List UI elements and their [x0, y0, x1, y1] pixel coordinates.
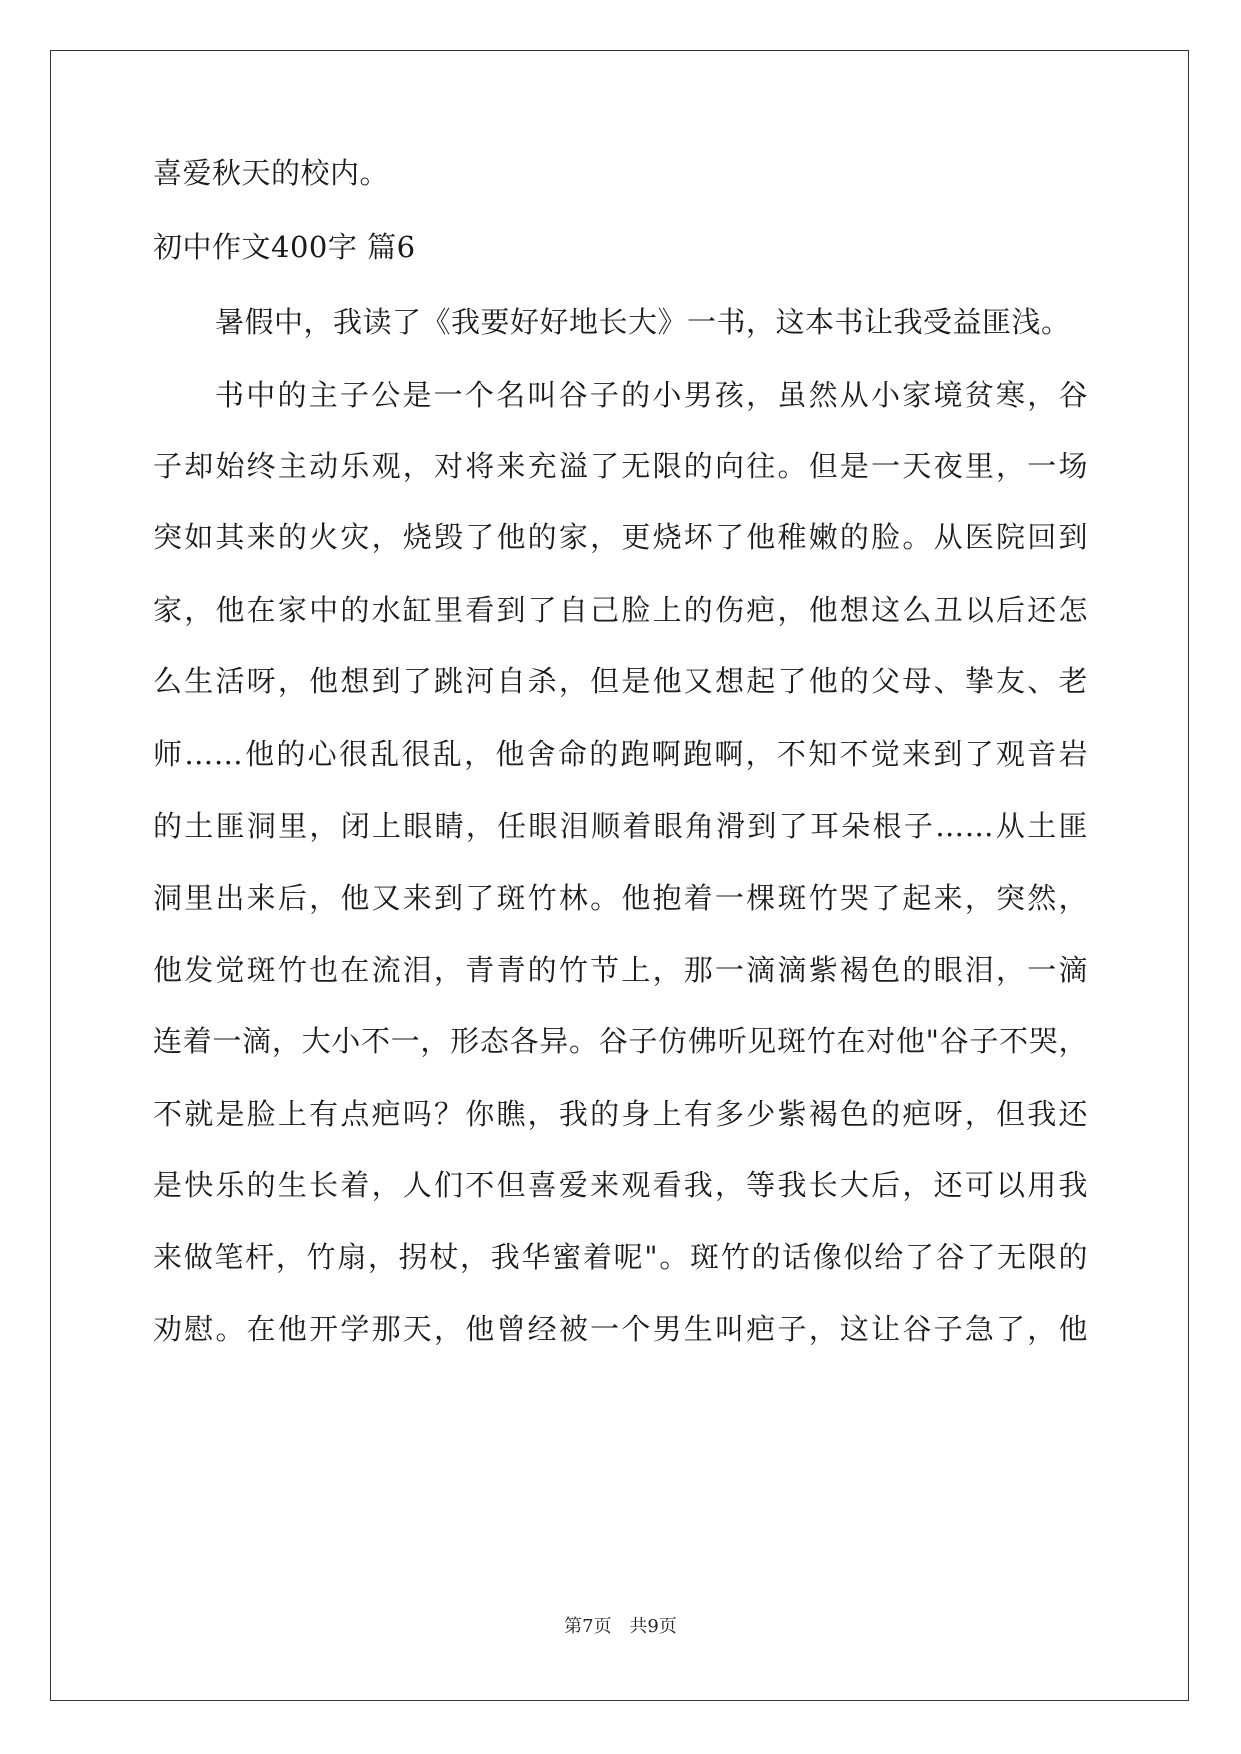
paragraph-2-line-13: 来做笔杆，竹扇，拐杖，我华蜜着呢"。斑竹的话像似给了谷了无限的	[153, 1240, 1088, 1274]
paragraph-2-line-11: 不就是脸上有点疤吗？你瞧，我的身上有多少紫褐色的疤呀，但我还	[153, 1097, 1088, 1131]
paragraph-2-line-8: 洞里出来后，他又来到了斑竹林。他抱着一棵斑竹哭了起来，突然，	[153, 881, 1088, 915]
paragraph-2-line-3: 突如其来的火灾，烧毁了他的家，更烧坏了他稚嫩的脸。从医院回到	[153, 520, 1088, 554]
paragraph-2-line-9: 他发觉斑竹也在流泪，青青的竹节上，那一滴滴紫褐色的眼泪，一滴	[153, 953, 1088, 987]
paragraph-1: 暑假中，我读了《我要好好地长大》一书，这本书让我受益匪浅。	[215, 305, 1071, 339]
paragraph-2-line-6: 师……他的心很乱很乱，他舍命的跑啊跑啊，不知不觉来到了观音岩	[153, 737, 1088, 771]
page-total: 共9页	[629, 1616, 677, 1637]
paragraph-2-line-10: 连着一滴，大小不一，形态各异。谷子仿佛听见斑竹在对他"谷子不哭，	[153, 1024, 1088, 1058]
paragraph-2-line-1: 书中的主子公是一个名叫谷子的小男孩，虽然从小家境贫寒，谷	[215, 378, 1088, 412]
paragraph-2-line-7: 的土匪洞里，闭上眼睛，任眼泪顺着眼角滑到了耳朵根子……从土匪	[153, 809, 1088, 843]
text-line-continuation: 喜爱秋天的校内。	[153, 156, 390, 190]
paragraph-2-line-5: 么生活呀，他想到了跳河自杀，但是他又想起了他的父母、挚友、老	[153, 664, 1088, 698]
paragraph-2-line-2: 子却始终主动乐观，对将来充溢了无限的向往。但是一天夜里，一场	[153, 449, 1088, 483]
page-border	[50, 50, 1189, 1701]
paragraph-2-line-4: 家，他在家中的水缸里看到了自己脸上的伤疤，他想这么丑以后还怎	[153, 593, 1088, 627]
page-number: 第7页	[564, 1616, 612, 1637]
essay-heading: 初中作文400字 篇6	[153, 230, 416, 264]
paragraph-2-line-12: 是快乐的生长着，人们不但喜爱来观看我，等我长大后，还可以用我	[153, 1168, 1088, 1202]
paragraph-2-line-14: 劝慰。在他开学那天，他曾经被一个男生叫疤子，这让谷子急了，他	[153, 1312, 1088, 1346]
page-footer	[0, 1615, 1241, 1639]
